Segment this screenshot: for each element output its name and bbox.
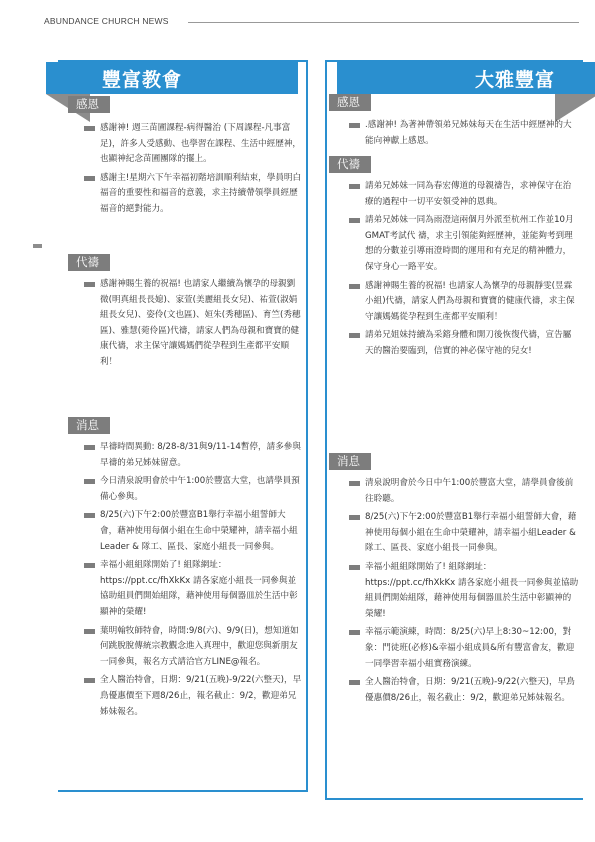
column-daya-abundance: [325, 60, 583, 800]
section-thanks-list: [82, 121, 302, 218]
section-heading-thanks: 感恩: [68, 96, 110, 113]
page-header: [16, 14, 579, 34]
section-prayer-list: [347, 179, 579, 360]
side-marker: [33, 244, 42, 248]
bullet-icon: [349, 184, 360, 189]
list-item: 8/25(六)下午2:00於豐富B1舉行幸福小組誓師大會，藉神使用每個小組在生命中榮耀神，請幸福小組Leader & 隊工、區長、家庭小組長一同參與。: [82, 508, 302, 555]
bullet-icon: [349, 284, 360, 289]
bullet-icon: [84, 513, 95, 518]
list-item: 今日清泉說明會於中午1:00於豐富大堂，也請學員預備心參與。: [82, 474, 302, 505]
bullet-icon: [349, 630, 360, 635]
section-heading-news: 消息: [68, 417, 110, 434]
bullet-icon: [349, 515, 360, 520]
newsletter-name: ABUNDANCE CHURCH NEWS: [44, 16, 169, 26]
section-heading-thanks: 感恩: [329, 94, 371, 111]
bullet-icon: [84, 479, 95, 484]
bullet-icon: [84, 629, 95, 634]
column-abundance-church: [58, 60, 308, 792]
list-item: 幸福小組組隊開始了! 組隊網址：https://ppt.cc/fhXkKx 請各家庭小組長一同參與並協助組員們開始組隊，藉神使用每個器皿於生活中彰顯神的榮耀!: [347, 560, 579, 622]
list-item: 感謝神賜生養的祝福! 也請家人為懷孕的母親靜雯(昱霖小組)代禱，請家人們為母親和寶寶的健康代禱，求主保守讓媽媽從孕程到生產都平安順利！: [347, 279, 579, 326]
bullet-icon: [349, 565, 360, 570]
section-heading-prayer: 代禱: [68, 254, 110, 271]
section-thanks-list: [347, 118, 579, 149]
list-item: .感謝神! 為著神帶領弟兄姊妹每天在生活中經歷神的大能向神獻上感恩。: [347, 118, 579, 149]
list-item: 幸福小組組隊開始了! 組隊網址：https://ppt.cc/fhXkKx 請各家庭小組長一同參與並協助組員們開始組隊，藉神使用每個器皿於生活中彰顯神的榮耀!: [82, 558, 302, 620]
column-title: 大雅豐富: [475, 69, 556, 91]
section-heading-prayer: 代禱: [329, 156, 371, 173]
list-item: 感謝神! 週三苗圃課程-病得醫治 (下周課程-凡事富足)，許多人受感動、也學習在課程、生活中經歷神，也顯神紀念苗圃團隊的擺上。: [82, 121, 302, 168]
column-banner: [337, 62, 595, 94]
header-rule: [188, 22, 579, 23]
bullet-icon: [349, 123, 360, 128]
bullet-icon: [84, 126, 95, 131]
bullet-icon: [349, 481, 360, 486]
list-item: 葉明翰牧師特會，時間:9/8(六)、9/9(日)，想知道如何跳脫脫傳統宗教觀念進入真理中，歡迎您與新朋友一同參與，報名方式請洽官方LINE@報名。: [82, 624, 302, 671]
list-item: 感謝神賜生養的祝福! 也請家人繼續為懷孕的母親劉微(明真組長長媳)、家萱(美麗組長女兒)、祐萱(淑娟組長女兒)、姿伶(文也區)、姮朱(秀穗區)、育竺(秀穗區)、雅慧(菀伶區)代禱，請家人們為母親和寶寶的健康代禱，求主保守讓媽媽們從孕程到生產都平安順利！: [82, 277, 302, 371]
list-item: 全人醫治特會，日期：9/21(五晚)-9/22(六整天)，早鳥優惠價至下週8/26止，報名截止：9/2，歡迎弟兄姊妹報名。: [82, 673, 302, 720]
list-item: 感謝主!星期六下午幸福初階培訓順利結束，學員明白福音的重要性和福音的意義，求主持續帶領學員經歷福音的絕對能力。: [82, 171, 302, 218]
section-prayer-list: [82, 277, 302, 371]
list-item: 請弟兄姐妹持續為采鎔身體和開刀後恢復代禱，宣告屬天的醫治要臨到，信實的神必保守祂的兒女!: [347, 328, 579, 359]
list-item: 8/25(六)下午2:00於豐富B1舉行幸福小組誓師大會，藉神使用每個小組在生命中榮耀神，請幸福小組Leader & 隊工、區長、家庭小組長一同參與。: [347, 510, 579, 557]
bullet-icon: [84, 678, 95, 683]
list-item: 全人醫治特會，日期：9/21(五晚)-9/22(六整天)，早鳥優惠價8/26止，報名截止：9/2，歡迎弟兄姊妹報名。: [347, 675, 579, 706]
column-banner: [46, 62, 298, 94]
list-item: 清泉說明會於今日中午1:00於豐富大堂，請學員會後前往聆聽。: [347, 476, 579, 507]
bullet-icon: [349, 680, 360, 685]
bullet-icon: [84, 445, 95, 450]
section-news-list: [347, 476, 579, 706]
list-item: 請弟兄姊妹一同為春宏傳道的母親禱告，求神保守在治療的過程中一切平安領受神的恩典。: [347, 179, 579, 210]
bullet-icon: [349, 333, 360, 338]
bullet-icon: [349, 218, 360, 223]
list-item: 早禱時間異動: 8/28-8/31與9/11-14暫停，請多參與早禱的弟兄姊妹留意。: [82, 440, 302, 471]
bullet-icon: [84, 176, 95, 181]
column-title: 豐富教會: [102, 69, 183, 91]
section-heading-news: 消息: [329, 453, 371, 470]
bullet-icon: [84, 282, 95, 287]
list-item: 幸福示範演練，時間：8/25(六)早上8:30~12:00，對象：門徒班(必修)&幸福小組成員&所有豐富會友，歡迎一同學習幸福小組實務演練。: [347, 625, 579, 672]
bullet-icon: [84, 563, 95, 568]
section-news-list: [82, 440, 302, 720]
list-item: 請弟兄姊妹一同為雨澄這兩個月外派至杭州工作並10月GMAT考試代 禱，求主引領能夠經歷神，並能夠考到理想的分數並引導雨澄時間的運用和有充足的精神體力，保守身心一路平安。: [347, 213, 579, 275]
